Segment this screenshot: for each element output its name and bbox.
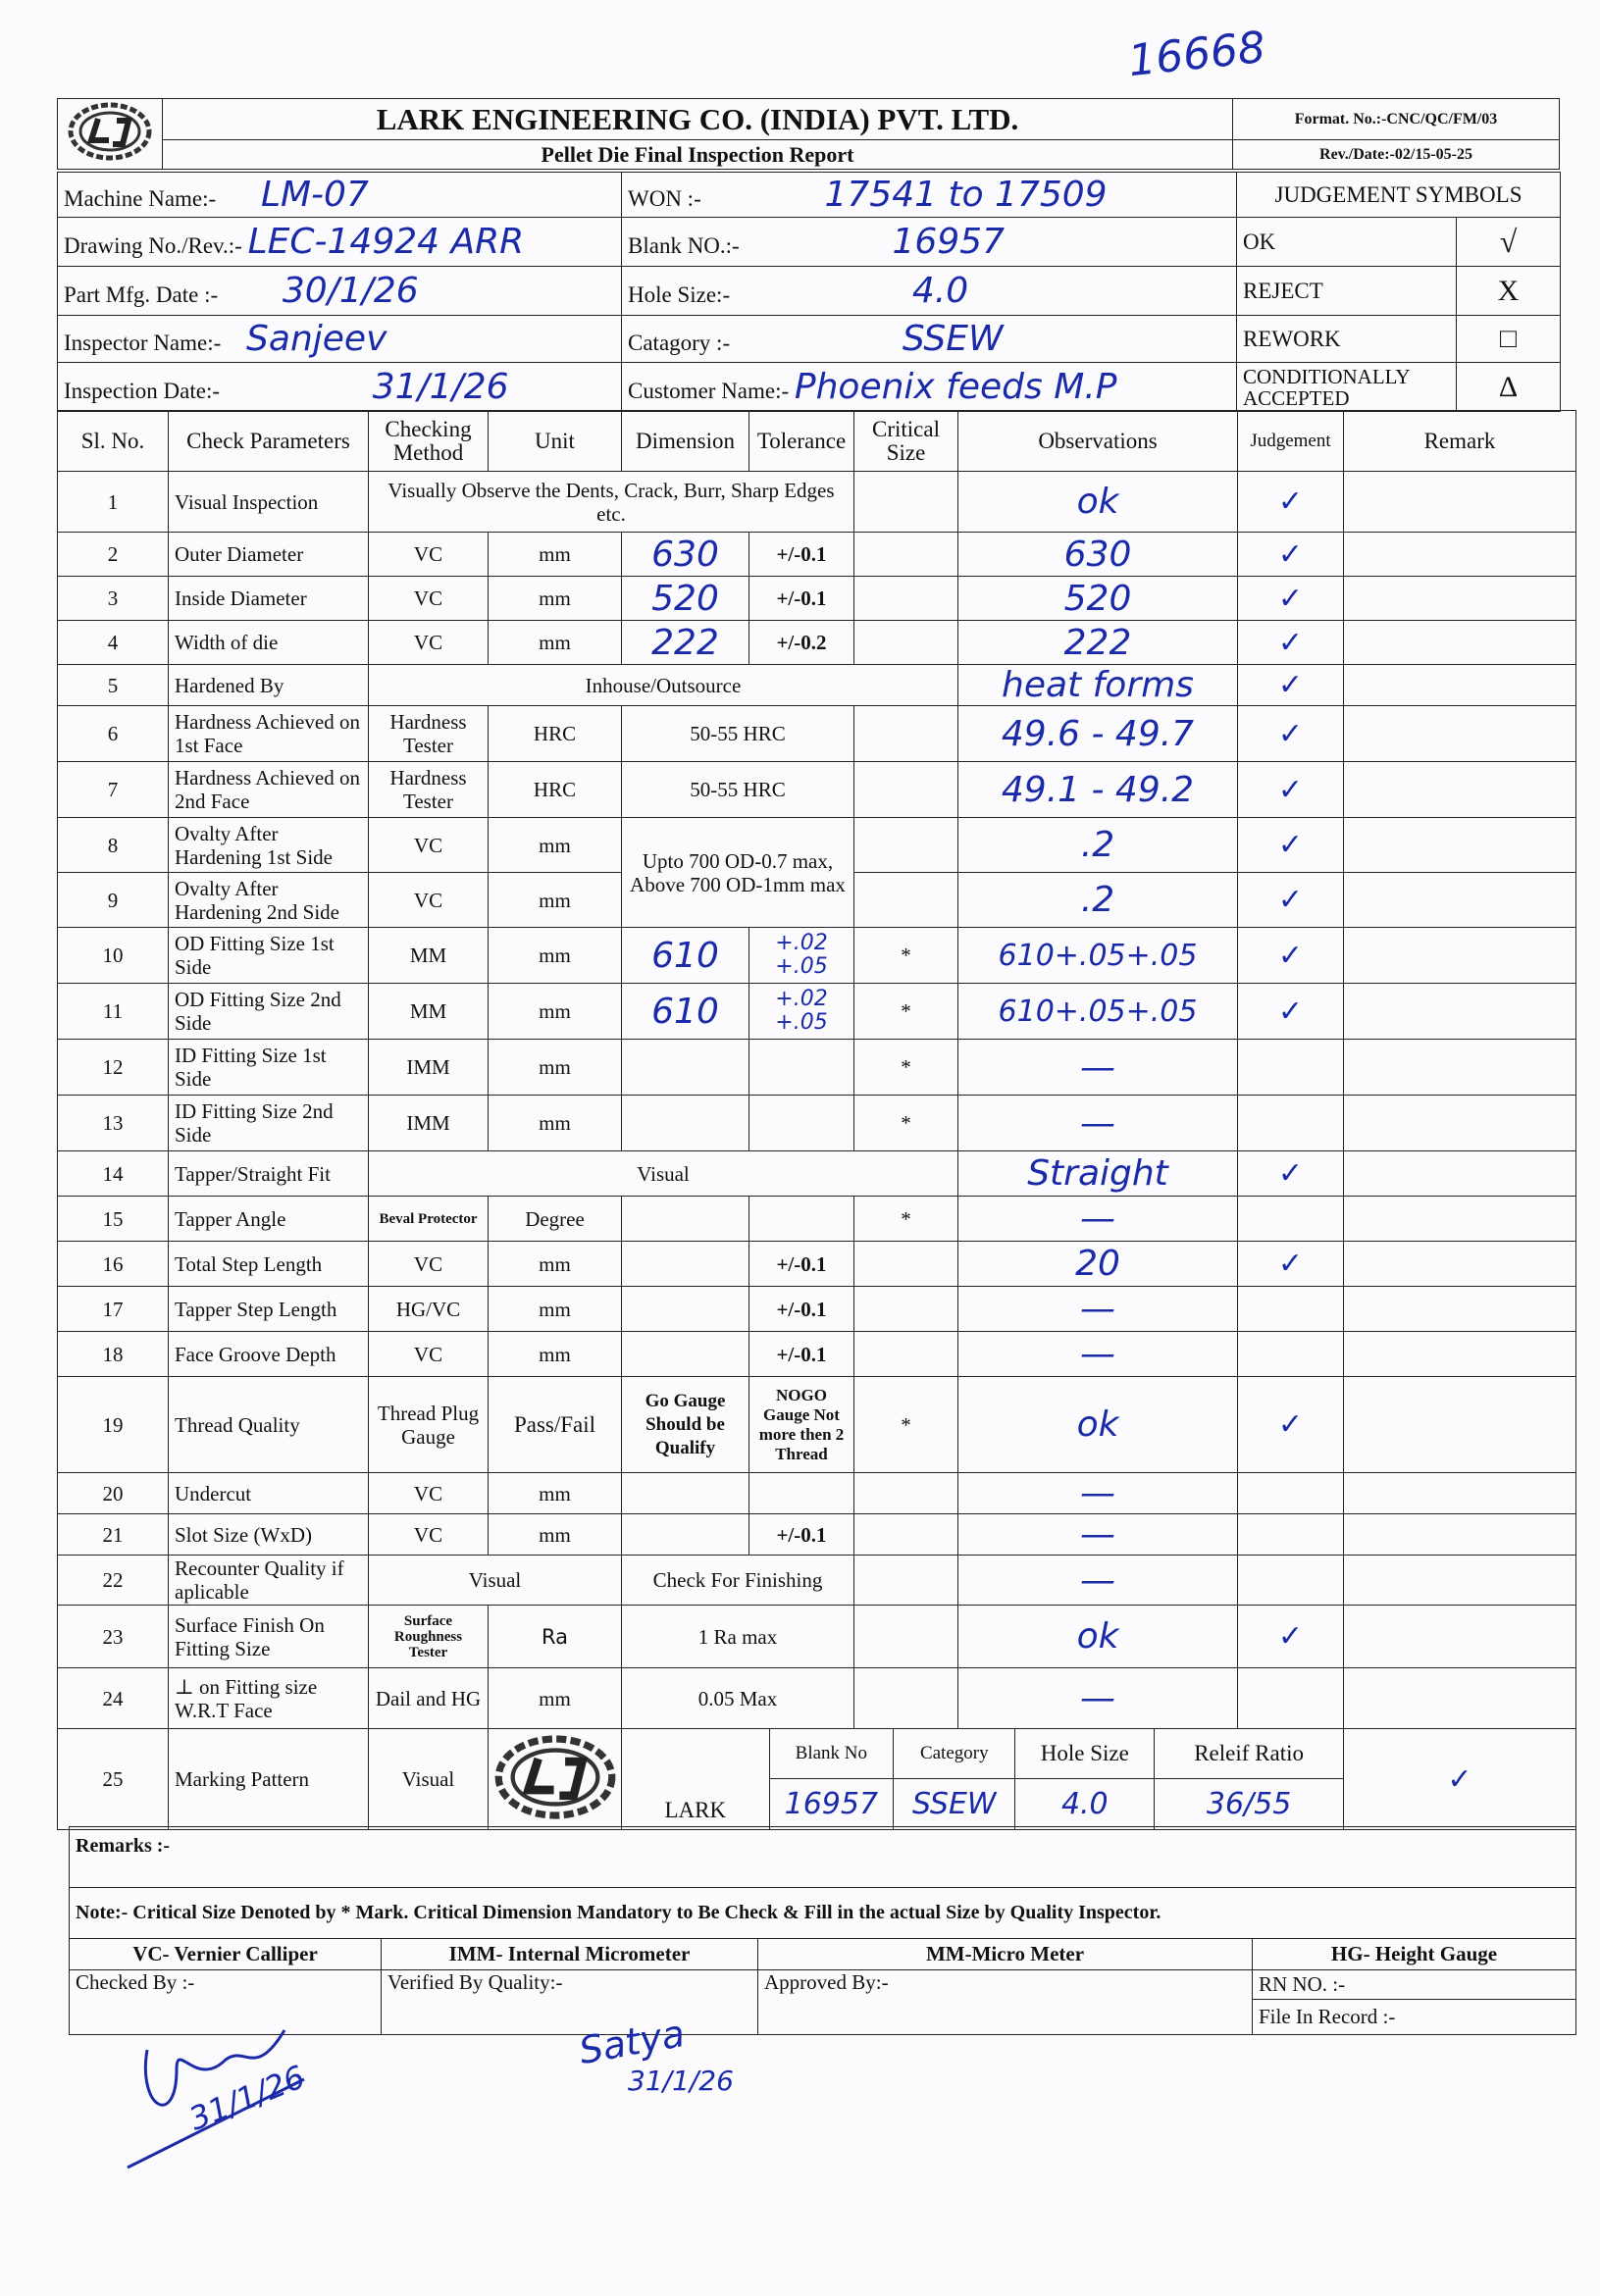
dimension: Go Gauge Should be Qualify bbox=[622, 1377, 749, 1473]
method: Hardness Tester bbox=[369, 762, 489, 818]
tolerance: +/-0.1 bbox=[749, 1242, 854, 1287]
company-logo-icon bbox=[66, 101, 154, 162]
symbol-reject-mark: X bbox=[1457, 267, 1561, 316]
judgement-tick: ✓ bbox=[1238, 472, 1344, 533]
sl-no: 17 bbox=[58, 1287, 169, 1332]
col-header: Unit bbox=[489, 411, 622, 472]
table-row bbox=[58, 1514, 1576, 1556]
rn-no-label: RN NO. :- bbox=[1253, 1970, 1576, 2000]
machine-label: Machine Name:- bbox=[64, 186, 217, 211]
judgement-tick: ✓ bbox=[1238, 665, 1344, 706]
table-row bbox=[58, 1668, 1576, 1729]
tolerance: +/-0.1 bbox=[749, 1514, 854, 1556]
tolerance: +/-0.2 bbox=[749, 621, 854, 665]
judgement-tick: ✓ bbox=[1238, 706, 1344, 762]
dimension: 610 bbox=[622, 928, 749, 984]
observation: — bbox=[958, 1197, 1238, 1242]
col-header: Checking Method bbox=[369, 411, 489, 472]
table-row bbox=[58, 1606, 1576, 1668]
table-row bbox=[58, 1040, 1576, 1096]
sl-no: 3 bbox=[58, 577, 169, 621]
parameter: Hardness Achieved on 1st Face bbox=[169, 706, 369, 762]
col-header: Sl. No. bbox=[58, 411, 169, 472]
tolerance: +/-0.1 bbox=[749, 577, 854, 621]
dimension: 222 bbox=[622, 621, 749, 665]
table-row bbox=[58, 577, 1576, 621]
observation: 610+.05+.05 bbox=[958, 984, 1238, 1040]
dimension: 630 bbox=[622, 533, 749, 577]
sl-no: 25 bbox=[58, 1729, 169, 1830]
parameter: Marking Pattern bbox=[169, 1729, 369, 1830]
parameter: Surface Finish On Fitting Size bbox=[169, 1606, 369, 1668]
company-name: LARK ENGINEERING CO. (INDIA) PVT. LTD. bbox=[163, 99, 1233, 140]
parameter: Inside Diameter bbox=[169, 577, 369, 621]
observation: 222 bbox=[958, 621, 1238, 665]
legend-mm: MM-Micro Meter bbox=[758, 1939, 1253, 1970]
verified-signature-name: Satya bbox=[576, 2011, 689, 2073]
lark-mark: LARK bbox=[664, 1798, 727, 1822]
marking-relief-value: 36/55 bbox=[1155, 1778, 1343, 1829]
tolerance-lower: +.05 bbox=[775, 1010, 828, 1035]
critical-mark: * bbox=[854, 984, 958, 1040]
judgement-tick: ✓ bbox=[1238, 533, 1344, 577]
rev-date: Rev./Date:-02/15-05-25 bbox=[1233, 140, 1560, 170]
marking-logo-icon bbox=[491, 1733, 619, 1821]
inspection-date-value: 31/1/26 bbox=[372, 367, 509, 407]
judgement-tick: ✓ bbox=[1238, 762, 1344, 818]
unit: mm bbox=[489, 1332, 622, 1377]
inspector-label: Inspector Name:- bbox=[64, 331, 222, 355]
critical-mark: * bbox=[854, 928, 958, 984]
category-label: Catagory :- bbox=[628, 331, 731, 355]
checked-by-label: Checked By :- bbox=[70, 1970, 382, 2035]
inspection-table bbox=[57, 410, 1576, 1830]
symbol-ok-label: OK bbox=[1237, 218, 1457, 267]
unit: HRC bbox=[489, 706, 622, 762]
parameter: Hardened By bbox=[169, 665, 369, 706]
critical-mark: * bbox=[854, 1377, 958, 1473]
parameter: Total Step Length bbox=[169, 1242, 369, 1287]
table-row bbox=[58, 928, 1576, 984]
legend-vc: VC- Vernier Calliper bbox=[70, 1939, 382, 1970]
method: IMM bbox=[369, 1040, 489, 1096]
customer-label: Customer Name:- bbox=[628, 379, 790, 403]
marking-subtable bbox=[622, 1729, 1343, 1829]
sl-no: 18 bbox=[58, 1332, 169, 1377]
parameter: Ovalty After Hardening 2nd Side bbox=[169, 873, 369, 928]
handwritten-serial-number: 16668 bbox=[1125, 22, 1268, 87]
observation: .2 bbox=[958, 873, 1238, 928]
unit: mm bbox=[489, 1242, 622, 1287]
observation: 610+.05+.05 bbox=[958, 928, 1238, 984]
method: VC bbox=[369, 1332, 489, 1377]
marking-header-category: Category bbox=[894, 1729, 1015, 1778]
observation: ok bbox=[958, 472, 1238, 533]
judgement-tick: ✓ bbox=[1238, 818, 1344, 873]
unit: mm bbox=[489, 577, 622, 621]
info-table bbox=[57, 172, 1561, 412]
method: Thread Plug Gauge bbox=[369, 1377, 489, 1473]
symbol-reject-label: REJECT bbox=[1237, 267, 1457, 316]
unit: mm bbox=[489, 1287, 622, 1332]
marking-blank-value: 16957 bbox=[769, 1778, 894, 1829]
parameter: Visual Inspection bbox=[169, 472, 369, 533]
parameter: Ovalty After Hardening 1st Side bbox=[169, 818, 369, 873]
format-no: Format. No.:-CNC/QC/FM/03 bbox=[1233, 99, 1560, 140]
judgement-tick: ✓ bbox=[1238, 621, 1344, 665]
table-row bbox=[58, 1197, 1576, 1242]
observation: — bbox=[958, 1473, 1238, 1514]
tolerance: +/-0.1 bbox=[749, 533, 854, 577]
observation: ok bbox=[958, 1606, 1238, 1668]
judgement-tick: ✓ bbox=[1238, 1151, 1344, 1197]
mfg-date-label: Part Mfg. Date :- bbox=[64, 282, 219, 307]
tolerance-lower: +.05 bbox=[775, 954, 828, 979]
marking-category-value: SSEW bbox=[894, 1778, 1015, 1829]
observation: — bbox=[958, 1287, 1238, 1332]
category-value: SSEW bbox=[902, 319, 1004, 359]
sl-no: 9 bbox=[58, 873, 169, 928]
method: VC bbox=[369, 533, 489, 577]
unit: mm bbox=[489, 533, 622, 577]
symbol-conditional-mark: Δ bbox=[1457, 363, 1561, 412]
observation: Straight bbox=[958, 1151, 1238, 1197]
parameter: ID Fitting Size 2nd Side bbox=[169, 1096, 369, 1151]
parameter: ID Fitting Size 1st Side bbox=[169, 1040, 369, 1096]
unit: mm bbox=[489, 1473, 622, 1514]
method: VC bbox=[369, 1514, 489, 1556]
machine-value: LM-07 bbox=[260, 175, 369, 215]
parameter: Recounter Quality if aplicable bbox=[169, 1556, 369, 1606]
dimension: 520 bbox=[622, 577, 749, 621]
parameter: Thread Quality bbox=[169, 1377, 369, 1473]
sl-no: 5 bbox=[58, 665, 169, 706]
parameter: Undercut bbox=[169, 1473, 369, 1514]
parameter: Width of die bbox=[169, 621, 369, 665]
method: Beval Protector bbox=[369, 1197, 489, 1242]
observation: 49.6 - 49.7 bbox=[958, 706, 1238, 762]
method: Hardness Tester bbox=[369, 706, 489, 762]
unit: mm bbox=[489, 818, 622, 873]
method-span: Inhouse/Outsource bbox=[369, 665, 958, 706]
method-span: Visually Observe the Dents, Crack, Burr, Sharp Edges etc. bbox=[369, 472, 854, 533]
method: HG/VC bbox=[369, 1287, 489, 1332]
symbol-conditional-label: CONDITIONALLY ACCEPTED bbox=[1237, 363, 1457, 412]
unit: mm bbox=[489, 1668, 622, 1729]
blank-label: Blank NO.:- bbox=[628, 233, 740, 258]
sl-no: 6 bbox=[58, 706, 169, 762]
inspection-date-label: Inspection Date:- bbox=[64, 379, 221, 403]
judgement-tick: ✓ bbox=[1238, 577, 1344, 621]
file-record-label: File In Record :- bbox=[1253, 2000, 1576, 2035]
unit: mm bbox=[489, 928, 622, 984]
unit: mm bbox=[489, 1096, 622, 1151]
unit: mm bbox=[489, 873, 622, 928]
judgement-tick: ✓ bbox=[1344, 1729, 1576, 1830]
dimension: 610 bbox=[622, 984, 749, 1040]
table-row bbox=[58, 1556, 1576, 1606]
sl-no: 12 bbox=[58, 1040, 169, 1096]
sl-no: 24 bbox=[58, 1668, 169, 1729]
table-row bbox=[58, 1151, 1576, 1197]
checked-by-signature-date: 31/1/26 bbox=[183, 2058, 310, 2138]
unit: HRC bbox=[489, 762, 622, 818]
unit: mm bbox=[489, 984, 622, 1040]
method: VC bbox=[369, 621, 489, 665]
critical-note: Note:- Critical Size Denoted by * Mark. Critical Dimension Mandatory to Be Check & Fill in the actual Size by Quality Inspector. bbox=[70, 1888, 1576, 1939]
dimension-tolerance: 0.05 Max bbox=[622, 1668, 854, 1729]
drawing-label: Drawing No./Rev.:- bbox=[64, 233, 242, 258]
method: VC bbox=[369, 818, 489, 873]
col-header: Dimension bbox=[622, 411, 749, 472]
tolerance: +/-0.1 bbox=[749, 1332, 854, 1377]
unit: mm bbox=[489, 1040, 622, 1096]
observation: 630 bbox=[958, 533, 1238, 577]
method: Visual bbox=[369, 1729, 489, 1830]
parameter: Slot Size (WxD) bbox=[169, 1514, 369, 1556]
observation: 49.1 - 49.2 bbox=[958, 762, 1238, 818]
drawing-value: LEC-14924 ARR bbox=[247, 222, 525, 262]
observation: ok bbox=[958, 1377, 1238, 1473]
customer-value: Phoenix feeds M.P bbox=[794, 367, 1117, 407]
method: IMM bbox=[369, 1096, 489, 1151]
table-row bbox=[58, 1332, 1576, 1377]
judgement-tick: ✓ bbox=[1238, 1606, 1344, 1668]
observation: 20 bbox=[958, 1242, 1238, 1287]
sl-no: 13 bbox=[58, 1096, 169, 1151]
tolerance: NOGO Gauge Not more then 2 Thread bbox=[749, 1377, 854, 1473]
method-unit: Visual bbox=[369, 1556, 622, 1606]
table-row bbox=[58, 818, 1576, 873]
method: VC bbox=[369, 873, 489, 928]
parameter: Tapper Angle bbox=[169, 1197, 369, 1242]
sl-no: 20 bbox=[58, 1473, 169, 1514]
parameter: Outer Diameter bbox=[169, 533, 369, 577]
observation: — bbox=[958, 1514, 1238, 1556]
sl-no: 8 bbox=[58, 818, 169, 873]
blank-value: 16957 bbox=[892, 222, 1005, 262]
parameter: ⊥ on Fitting size W.R.T Face bbox=[169, 1668, 369, 1729]
unit: Degree bbox=[489, 1197, 622, 1242]
parameter: Hardness Achieved on 2nd Face bbox=[169, 762, 369, 818]
sl-no: 7 bbox=[58, 762, 169, 818]
table-row bbox=[58, 533, 1576, 577]
header-table bbox=[57, 98, 1560, 170]
sl-no: 15 bbox=[58, 1197, 169, 1242]
dimension-tolerance: 50-55 HRC bbox=[622, 762, 854, 818]
observation: .2 bbox=[958, 818, 1238, 873]
parameter: OD Fitting Size 2nd Side bbox=[169, 984, 369, 1040]
observation: — bbox=[958, 1668, 1238, 1729]
unit: mm bbox=[489, 1514, 622, 1556]
table-row bbox=[58, 984, 1576, 1040]
judgement-tick: ✓ bbox=[1238, 984, 1344, 1040]
table-row bbox=[58, 621, 1576, 665]
dimension-tolerance: Upto 700 OD-0.7 max, Above 700 OD-1mm max bbox=[622, 818, 854, 928]
tolerance-upper: +.02 bbox=[775, 987, 828, 1011]
remarks-label: Remarks :- bbox=[70, 1827, 1576, 1888]
table-row bbox=[58, 1242, 1576, 1287]
unit: Ra bbox=[489, 1606, 622, 1668]
observation: heat forms bbox=[958, 665, 1238, 706]
marking-header-relief: Releif Ratio bbox=[1155, 1729, 1343, 1778]
col-header: Critical Size bbox=[854, 411, 958, 472]
observation: — bbox=[958, 1556, 1238, 1606]
method: VC bbox=[369, 577, 489, 621]
observation: 520 bbox=[958, 577, 1238, 621]
sl-no: 23 bbox=[58, 1606, 169, 1668]
judgement-tick: ✓ bbox=[1238, 928, 1344, 984]
parameter: Tapper Step Length bbox=[169, 1287, 369, 1332]
tolerance-upper: +.02 bbox=[775, 931, 828, 955]
judgement-tick: ✓ bbox=[1238, 1377, 1344, 1473]
method-span: Visual bbox=[369, 1151, 958, 1197]
legend-imm: IMM- Internal Micrometer bbox=[382, 1939, 758, 1970]
marking-hole-value: 4.0 bbox=[1015, 1778, 1155, 1829]
won-value: 17541 to 17509 bbox=[824, 175, 1108, 215]
symbol-ok-mark: √ bbox=[1457, 218, 1561, 267]
table-row bbox=[58, 1287, 1576, 1332]
verified-by-label: Verified By Quality:- bbox=[382, 1970, 758, 2035]
table-row bbox=[58, 762, 1576, 818]
critical-mark: * bbox=[854, 1197, 958, 1242]
judgement-symbols-title: JUDGEMENT SYMBOLS bbox=[1237, 173, 1561, 218]
sl-no: 21 bbox=[58, 1514, 169, 1556]
symbol-rework-label: REWORK bbox=[1237, 316, 1457, 363]
report-title: Pellet Die Final Inspection Report bbox=[163, 140, 1233, 170]
marking-header-hole: Hole Size bbox=[1015, 1729, 1155, 1778]
parameter: OD Fitting Size 1st Side bbox=[169, 928, 369, 984]
sl-no: 22 bbox=[58, 1556, 169, 1606]
observation: — bbox=[958, 1096, 1238, 1151]
sl-no: 11 bbox=[58, 984, 169, 1040]
judgement-tick: ✓ bbox=[1238, 1242, 1344, 1287]
verified-signature-date: 31/1/26 bbox=[628, 2065, 734, 2097]
table-row bbox=[58, 472, 1576, 533]
sl-no: 16 bbox=[58, 1242, 169, 1287]
approved-by-label: Approved By:- bbox=[758, 1970, 1253, 2035]
parameter: Face Groove Depth bbox=[169, 1332, 369, 1377]
judgement-tick: ✓ bbox=[1238, 873, 1344, 928]
col-header: Remark bbox=[1344, 411, 1576, 472]
col-header: Judgement bbox=[1238, 411, 1344, 472]
table-row bbox=[58, 706, 1576, 762]
method: MM bbox=[369, 928, 489, 984]
critical-mark: * bbox=[854, 1040, 958, 1096]
won-label: WON :- bbox=[628, 186, 701, 211]
col-header: Observations bbox=[958, 411, 1238, 472]
tolerance: +/-0.1 bbox=[749, 1287, 854, 1332]
unit: Pass/Fail bbox=[489, 1377, 622, 1473]
dimension-tolerance: Check For Finishing bbox=[622, 1556, 854, 1606]
col-header: Tolerance bbox=[749, 411, 854, 472]
unit: mm bbox=[489, 621, 622, 665]
sl-no: 1 bbox=[58, 472, 169, 533]
sl-no: 2 bbox=[58, 533, 169, 577]
observation: — bbox=[958, 1040, 1238, 1096]
table-row bbox=[58, 1473, 1576, 1514]
symbol-rework-mark: □ bbox=[1457, 316, 1561, 363]
observation: — bbox=[958, 1332, 1238, 1377]
parameter: Tapper/Straight Fit bbox=[169, 1151, 369, 1197]
legend-hg: HG- Height Gauge bbox=[1253, 1939, 1576, 1970]
table-row bbox=[58, 1096, 1576, 1151]
marking-header-blank: Blank No bbox=[769, 1729, 894, 1778]
hole-size-value: 4.0 bbox=[911, 271, 969, 311]
col-header: Check Parameters bbox=[169, 411, 369, 472]
inspector-value: Sanjeev bbox=[246, 319, 387, 359]
table-row bbox=[58, 665, 1576, 706]
method: VC bbox=[369, 1473, 489, 1514]
sl-no: 10 bbox=[58, 928, 169, 984]
sl-no: 14 bbox=[58, 1151, 169, 1197]
table-row bbox=[58, 1729, 1576, 1830]
dimension-tolerance: 1 Ra max bbox=[622, 1606, 854, 1668]
mfg-date-value: 30/1/26 bbox=[282, 271, 419, 311]
method: VC bbox=[369, 1242, 489, 1287]
method: Dail and HG bbox=[369, 1668, 489, 1729]
critical-mark: * bbox=[854, 1096, 958, 1151]
sl-no: 19 bbox=[58, 1377, 169, 1473]
method: Surface Roughness Tester bbox=[369, 1606, 489, 1668]
hole-size-label: Hole Size:- bbox=[628, 282, 731, 307]
method: MM bbox=[369, 984, 489, 1040]
table-row bbox=[58, 1377, 1576, 1473]
dimension-tolerance: 50-55 HRC bbox=[622, 706, 854, 762]
sl-no: 4 bbox=[58, 621, 169, 665]
table-header-row bbox=[58, 411, 1576, 472]
